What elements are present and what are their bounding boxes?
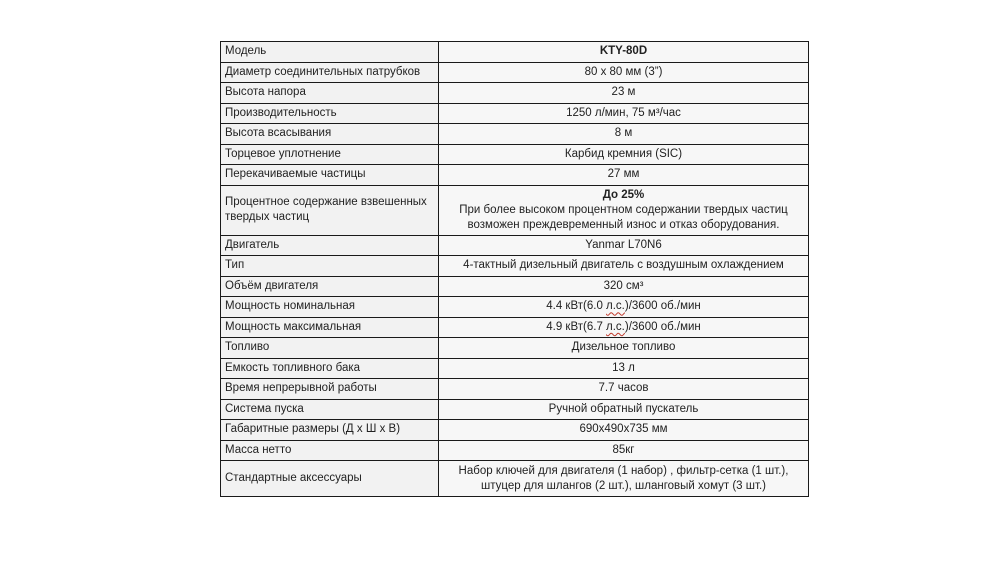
- spec-table: [220, 41, 809, 497]
- hp-unit: л.с.: [606, 300, 625, 313]
- spec-label: Габаритные размеры (Д х Ш х В): [221, 420, 439, 441]
- spec-label: Высота напора: [221, 83, 439, 104]
- table-row: [221, 124, 809, 145]
- spec-value: 8 м: [439, 124, 809, 145]
- table-row: [221, 83, 809, 104]
- spec-value: [439, 185, 809, 235]
- spec-value: [439, 461, 809, 497]
- spec-label: Перекачиваемые частицы: [221, 165, 439, 186]
- spec-value: Дизельное топливо: [439, 338, 809, 359]
- spec-value: 690х490х735 мм: [439, 420, 809, 441]
- table-row: [221, 399, 809, 420]
- spec-label: Топливо: [221, 338, 439, 359]
- spec-value: 1250 л/мин, 75 м³/час: [439, 103, 809, 124]
- spec-value: [439, 42, 809, 63]
- table-row: [221, 256, 809, 277]
- table-row: [221, 358, 809, 379]
- model-value: KTY-80D: [599, 45, 648, 58]
- spec-label: Объём двигателя: [221, 276, 439, 297]
- table-row: [221, 338, 809, 359]
- spec-label: Производительность: [221, 103, 439, 124]
- spec-value: [439, 317, 809, 338]
- solids-note-line-1: При более высоком процентном содержании твердых частиц: [459, 203, 788, 216]
- table-row: [221, 440, 809, 461]
- spec-label: Стандартные аксессуары: [221, 461, 439, 497]
- table-row: [221, 379, 809, 400]
- table-row: [221, 42, 809, 63]
- table-row: [221, 297, 809, 318]
- hp-unit: л.с.: [606, 320, 625, 333]
- table-row: [221, 185, 809, 235]
- spec-value: 4-тактный дизельный двигатель с воздушным охлаждением: [439, 256, 809, 277]
- accessories-line-1: Набор ключей для двигателя (1 набор) , фильтр-сетка (1 шт.),: [458, 464, 789, 477]
- table-row: [221, 103, 809, 124]
- spec-label: Время непрерывной работы: [221, 379, 439, 400]
- spec-value: 7.7 часов: [439, 379, 809, 400]
- spec-label: Масса нетто: [221, 440, 439, 461]
- spec-label: Двигатель: [221, 235, 439, 256]
- power-value-part: 4.4 кВт(6.0: [546, 300, 607, 313]
- table-row: [221, 62, 809, 83]
- spec-value: Ручной обратный пускатель: [439, 399, 809, 420]
- spec-label: Диаметр соединительных патрубков: [221, 62, 439, 83]
- power-rpm-part: )/3600 об./мин: [624, 320, 701, 333]
- spec-label: Модель: [221, 42, 439, 63]
- table-row: [221, 461, 809, 497]
- solids-percent: До 25%: [602, 188, 645, 201]
- spec-value: 320 см³: [439, 276, 809, 297]
- spec-value: Yanmar L70N6: [439, 235, 809, 256]
- spec-label: Процентное содержание взвешенных твердых частиц: [221, 185, 439, 235]
- table-row: [221, 165, 809, 186]
- power-rpm-part: )/3600 об./мин: [624, 300, 701, 313]
- spec-value: 23 м: [439, 83, 809, 104]
- spec-label: Мощность максимальная: [221, 317, 439, 338]
- spec-label: Тип: [221, 256, 439, 277]
- table-row: [221, 144, 809, 165]
- spec-value: 85кг: [439, 440, 809, 461]
- table-row: [221, 276, 809, 297]
- power-value-part: 4.9 кВт(6.7: [546, 320, 607, 333]
- table-row: [221, 420, 809, 441]
- spec-value: Карбид кремния (SIC): [439, 144, 809, 165]
- table-row: [221, 235, 809, 256]
- spec-label: Система пуска: [221, 399, 439, 420]
- accessories-line-2: штуцер для шлангов (2 шт.), шланговый хомут (3 шт.): [481, 479, 766, 492]
- solids-note-line-2: возможен преждевременный износ и отказ оборудования.: [467, 218, 780, 231]
- table-row: [221, 317, 809, 338]
- spec-value: 27 мм: [439, 165, 809, 186]
- spec-value: 13 л: [439, 358, 809, 379]
- spec-label: Торцевое уплотнение: [221, 144, 439, 165]
- spec-label: Мощность номинальная: [221, 297, 439, 318]
- spec-value: [439, 297, 809, 318]
- spec-value: 80 х 80 мм (3”): [439, 62, 809, 83]
- spec-label: Высота всасывания: [221, 124, 439, 145]
- spec-label: Емкость топливного бака: [221, 358, 439, 379]
